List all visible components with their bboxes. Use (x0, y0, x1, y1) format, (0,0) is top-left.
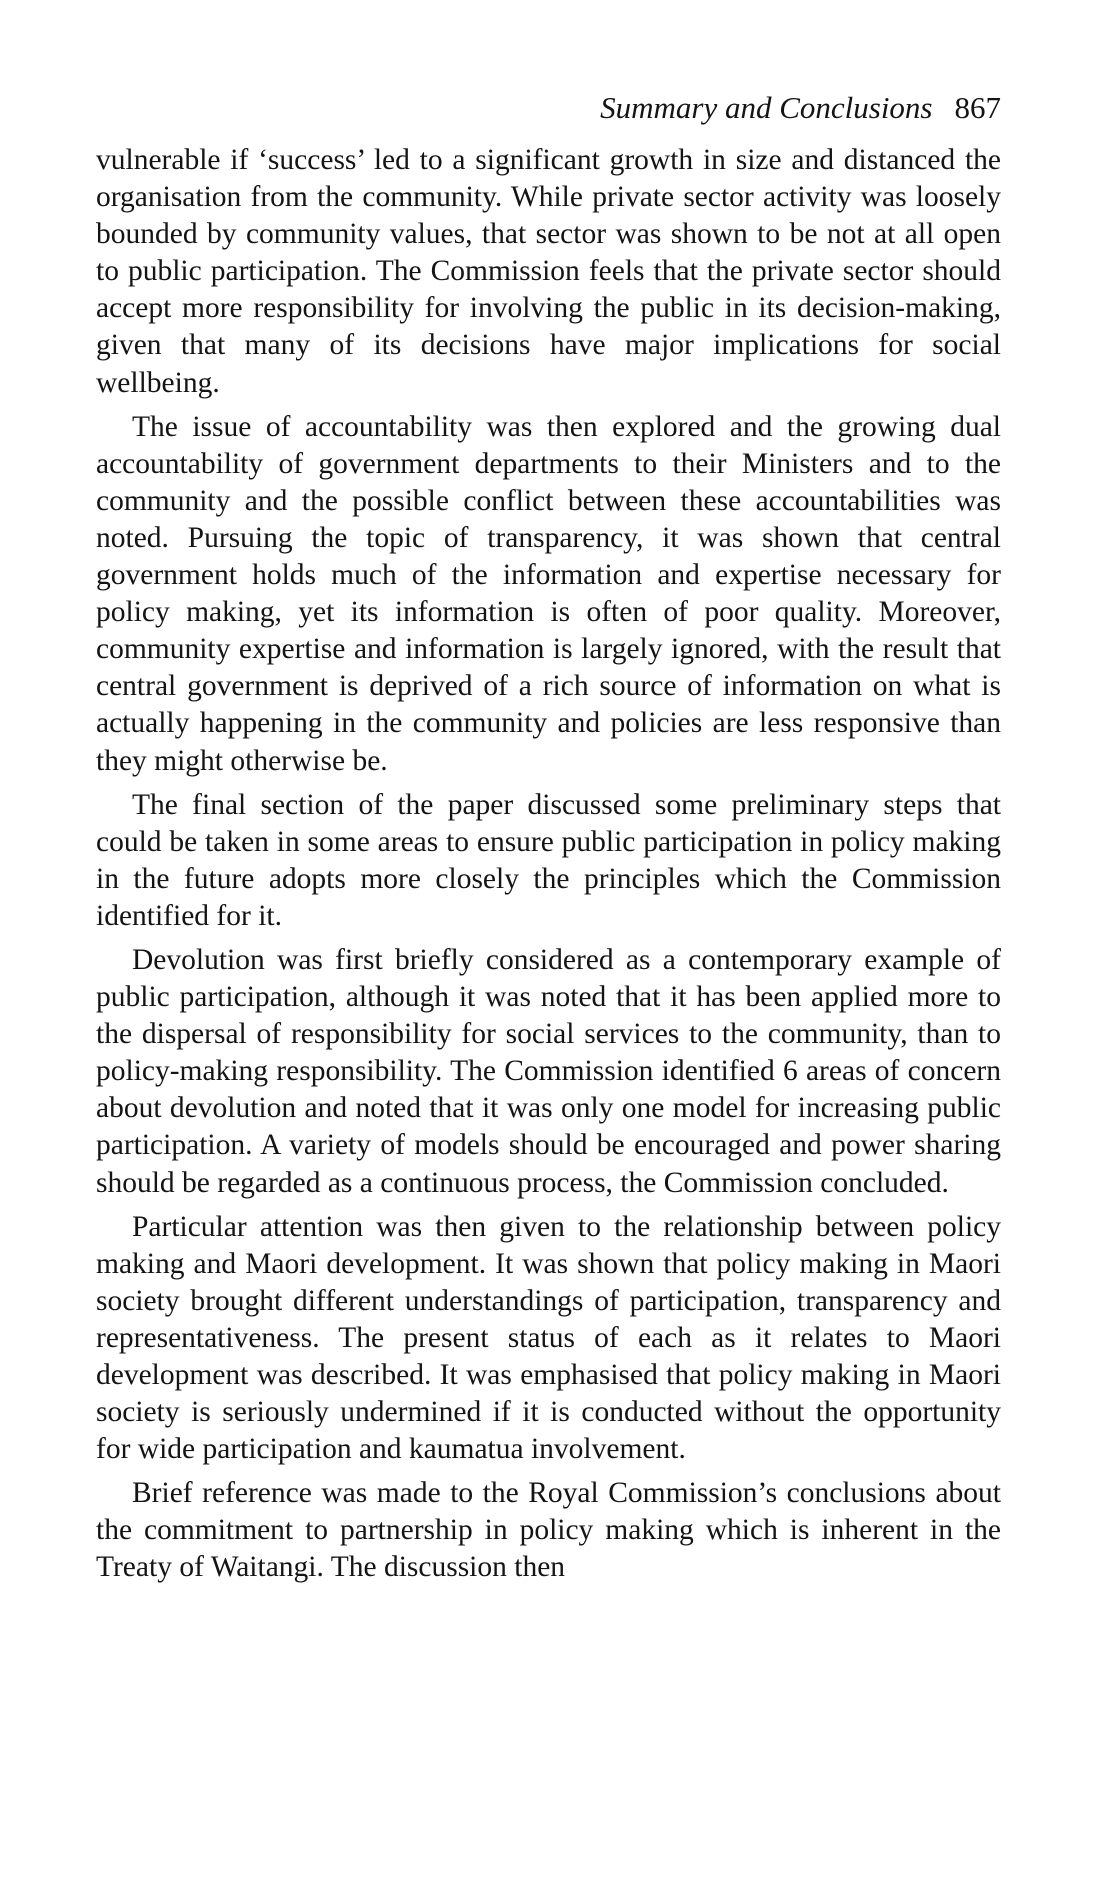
paragraph-treaty: Brief reference was made to the Royal Commission’s conclusions about the commitment to partnership in policy making which is inherent in the Treaty of Waitangi. The discussion then (96, 1477, 1001, 1584)
paragraph-final-section: The final section of the paper discussed some preliminary steps that could be taken in some areas to ensure public participation in policy making in the future adopts more closely the principles which the Commission identified for it. (96, 788, 1001, 932)
book-page (96, 88, 1001, 1594)
running-head (96, 88, 1001, 136)
running-head-title: Summary and Conclusions (600, 90, 933, 125)
paragraph-continued: vulnerable if ‘success’ led to a significant growth in size and distanced the organisation from the community. While private sector activity was loosely bounded by community values, that sector was shown to be not at all open to public participation. The Commission feels that the private sector should accept more responsibility for involving the public in its decision-making, given that many of its decisions have major implications for social wellbeing. (96, 144, 1001, 399)
page-number: 867 (954, 90, 1001, 125)
body-text (96, 142, 1001, 1587)
paragraph-maori-development: Particular attention was then given to the relationship between policy making and Maori development. It was shown that policy making in Maori society brought different understandings of participation, transparency and representativeness. The present status of each as it relates to Maori development was described. It was emphasised that policy making in Maori society is seriously undermined if it is conducted without the opportunity for wide participation and kaumatua involvement. (96, 1210, 1001, 1466)
paragraph-devolution: Devolution was first briefly considered as a contemporary example of public participation, although it was noted that it has been applied more to the dispersal of responsibility for social services to the community, than to policy-making responsibility. The Commission identified 6 areas of concern about devolution and noted that it was only one model for increasing public participation. A variety of models should be encouraged and power sharing should be regarded as a continuous process, the Commission concluded. (96, 943, 1001, 1199)
paragraph-accountability: The issue of accountability was then explored and the growing dual accountability of government departments to their Ministers and to the community and the possible conflict between these accountabilities was noted. Pursuing the topic of transparency, it was shown that central government holds much of the information and expertise necessary for policy making, yet its information is often of poor quality. Moreover, community expertise and information is largely ignored, with the result that central government is deprived of a rich source of information on what is actually happening in the community and policies are less responsive than they might otherwise be. (96, 410, 1001, 777)
